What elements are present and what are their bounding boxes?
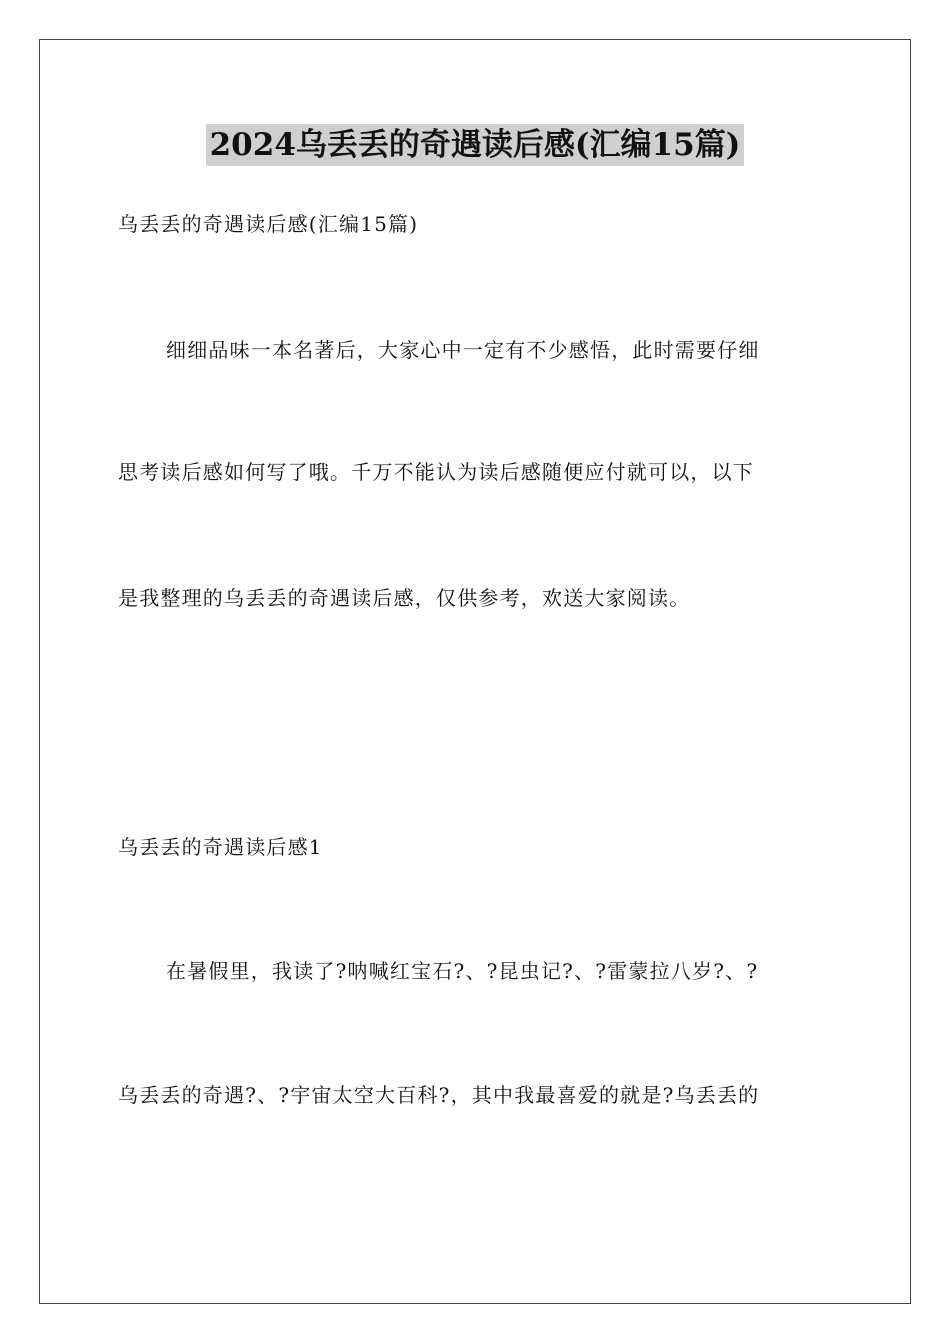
section1-line-1: 在暑假里，我读了?呐喊红宝石?、?昆虫记?、?雷蒙拉八岁?、? <box>166 959 759 983</box>
title-container <box>0 124 950 166</box>
document-title: 2024乌丢丢的奇遇读后感(汇编15篇) <box>206 124 745 166</box>
section-heading: 乌丢丢的奇遇读后感1 <box>118 835 323 859</box>
intro-line-1: 细细品味一本名著后，大家心中一定有不少感悟，此时需要仔细 <box>166 338 760 362</box>
section1-line-2: 乌丢丢的奇遇?、?宇宙太空大百科?，其中我最喜爱的就是?乌丢丢的 <box>118 1083 760 1107</box>
intro-line-2: 思考读后感如何写了哦。千万不能认为读后感随便应付就可以，以下 <box>118 460 754 484</box>
document-subtitle: 乌丢丢的奇遇读后感(汇编15篇) <box>118 212 419 236</box>
intro-line-3: 是我整理的乌丢丢的奇遇读后感，仅供参考，欢送大家阅读。 <box>118 586 691 610</box>
